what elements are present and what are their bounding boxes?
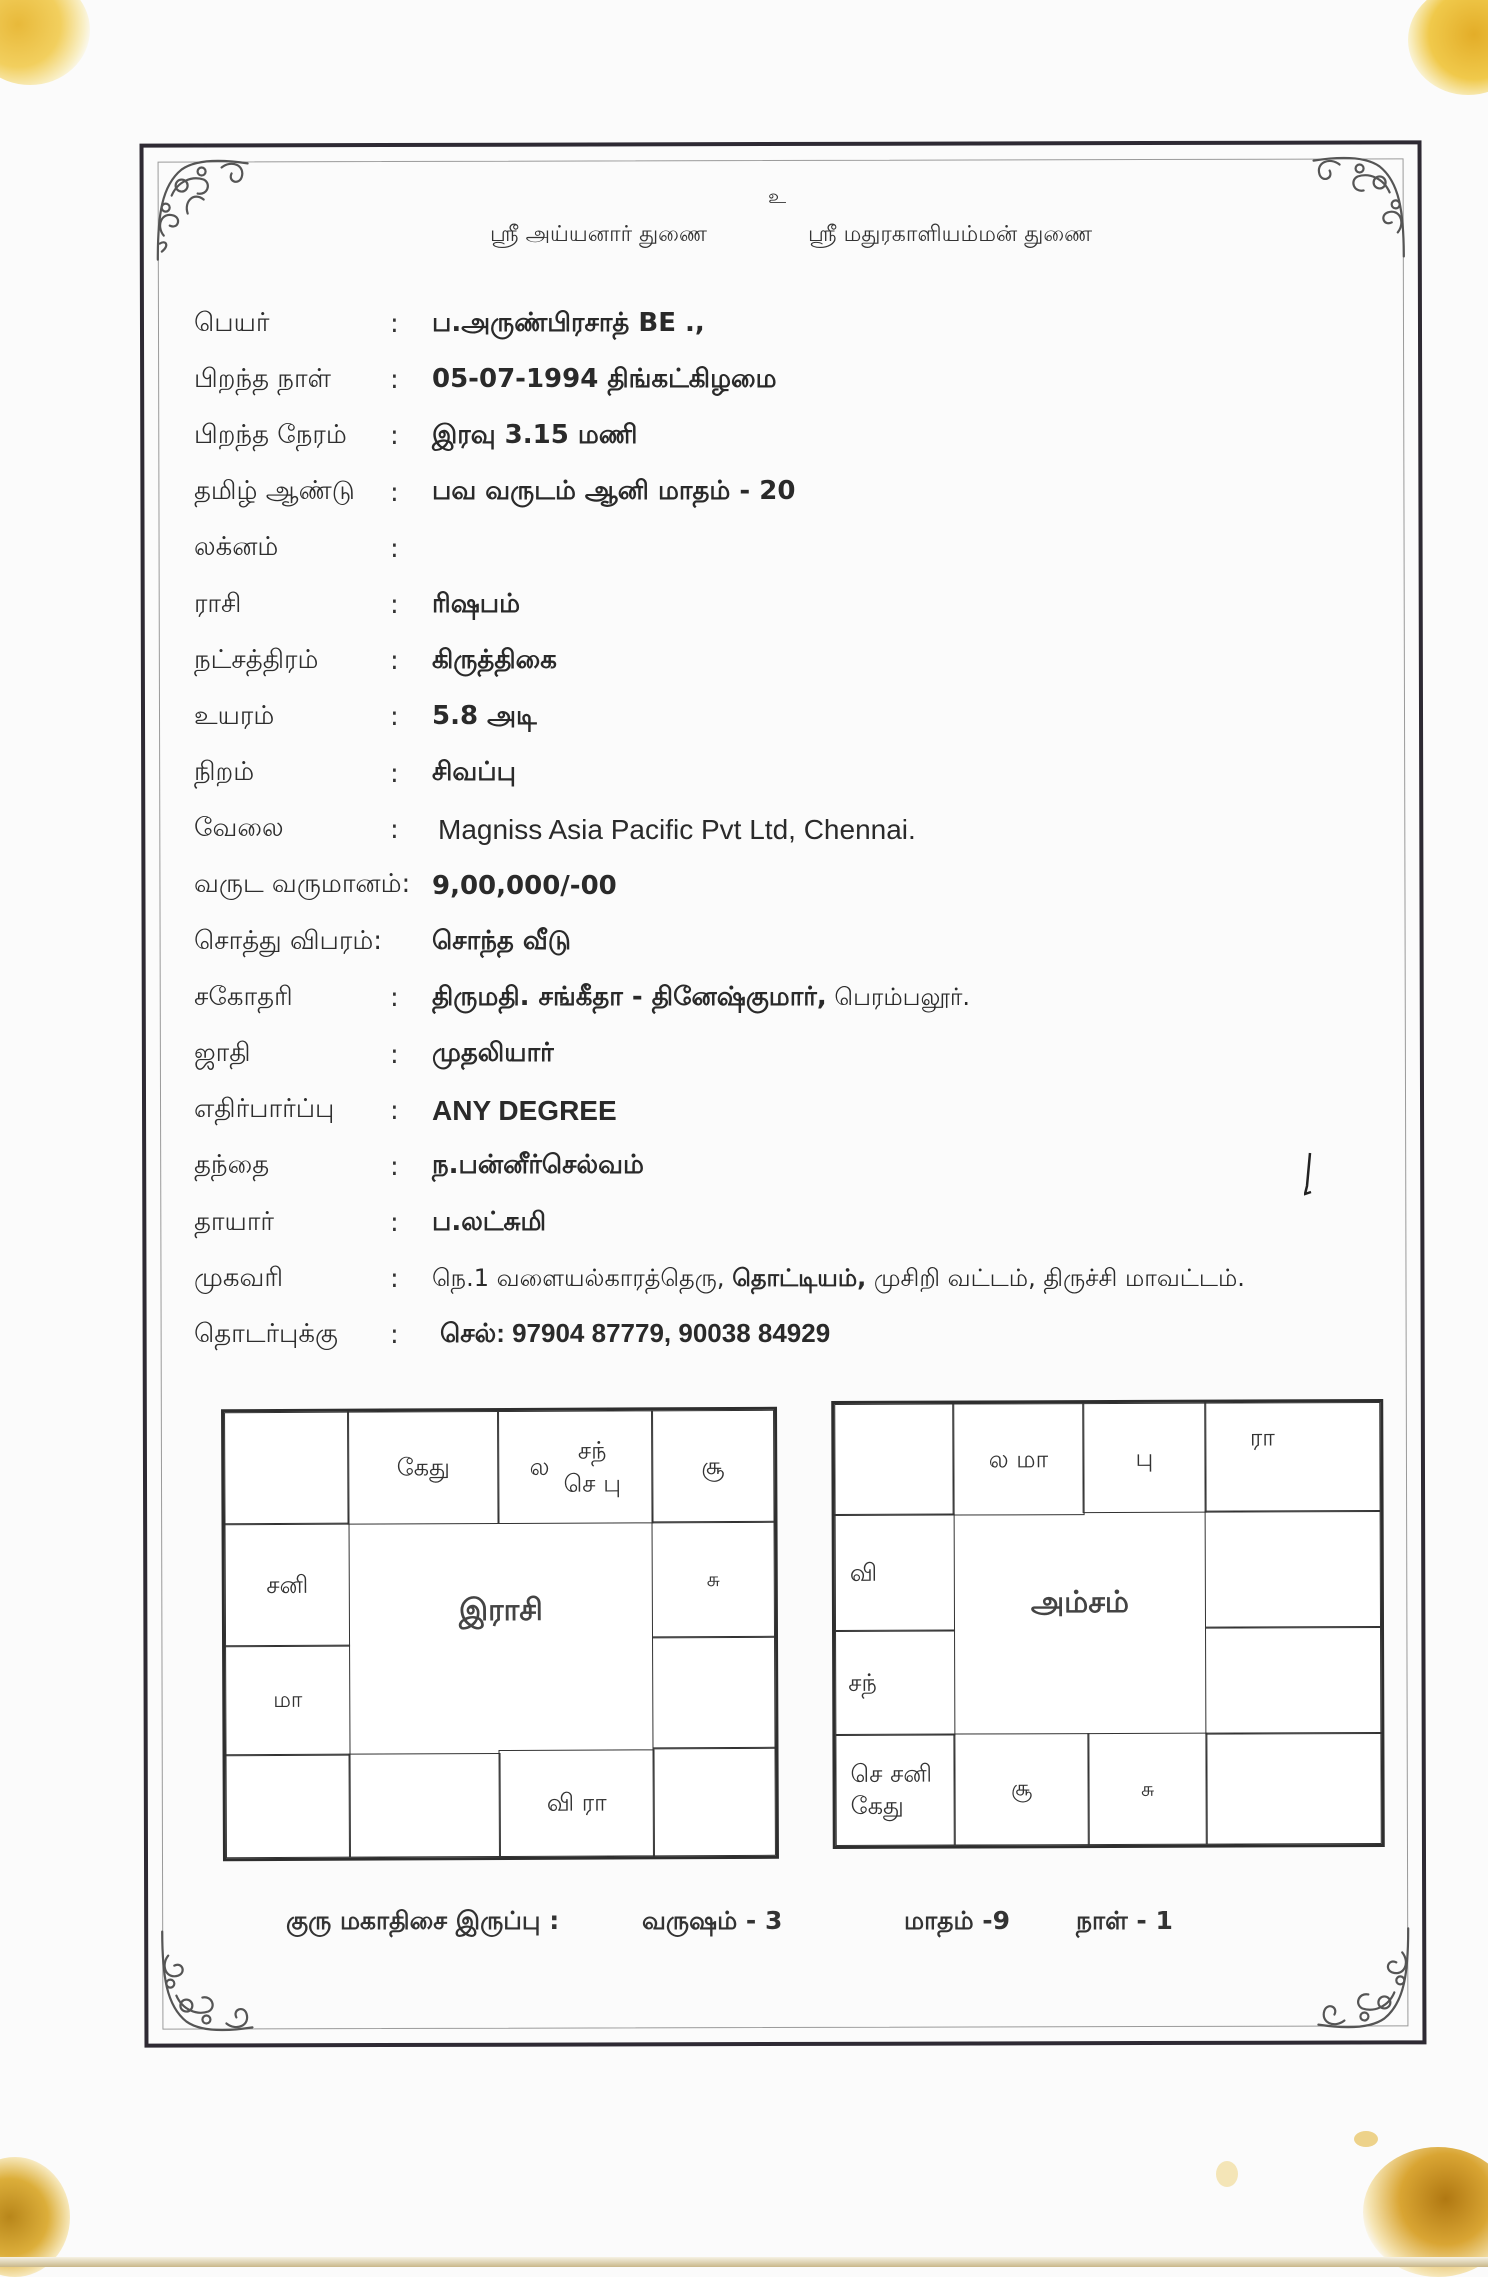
amsam-house-6 (1205, 1626, 1381, 1735)
planet-label: செ சனி (850, 1759, 933, 1788)
field-value: 05-07-1994 திங்கட்கிழமை (432, 363, 777, 394)
planet-label: சு (1141, 1776, 1155, 1801)
planet-label: சு (706, 1567, 720, 1592)
rasi-chart-title: இராசி (458, 1592, 543, 1628)
field-value: கிருத்திகை (432, 644, 557, 675)
field-value: சொந்த வீடு (432, 925, 571, 956)
amsam-house-5 (1205, 1510, 1381, 1629)
field-colon: : (390, 309, 399, 340)
field-label: தமிழ் ஆண்டு (194, 476, 355, 507)
dasa-months: மாதம் -9 (904, 1906, 1011, 1935)
planet-label: மா (273, 1687, 303, 1713)
rasi-house-5 (652, 1521, 776, 1639)
sister-town: பெரம்பலூர். (826, 982, 971, 1011)
field-colon: : (390, 421, 399, 452)
field-value: முதலியார் (432, 1038, 554, 1069)
field-colon: : (390, 1320, 399, 1351)
field-expectation (194, 1083, 1394, 1139)
field-lagnam (194, 521, 1394, 577)
field-value: 5.8 அடி (432, 700, 537, 731)
blessing-right: ஸ்ரீ மதுரகாளியம்மன் துணை (808, 222, 1093, 247)
rasi-house-11 (225, 1645, 350, 1757)
stain-top-left (0, 0, 90, 85)
field-colon: : (390, 814, 399, 845)
page-header-symbol: உ (768, 184, 787, 208)
field-label: பிறந்த நாள் (194, 363, 332, 394)
field-complexion (194, 746, 1394, 802)
field-annual-income (194, 858, 1394, 914)
field-label: உயரம் (194, 700, 275, 731)
stain-top-right (1408, 0, 1488, 95)
field-colon: : (390, 983, 399, 1014)
rasi-house-9 (349, 1753, 501, 1858)
rasi-house-8 (499, 1749, 655, 1857)
field-property (194, 914, 1394, 970)
field-colon: : (390, 533, 399, 564)
amsam-house-8 (1087, 1733, 1207, 1845)
field-label: வேலை (194, 813, 284, 844)
amsam-house-12 (835, 1514, 955, 1632)
planet-label: சூ (701, 1452, 725, 1481)
lagna-label: ல (529, 1453, 550, 1482)
field-nakshatra (194, 633, 1394, 689)
field-value: இரவு 3.15 மணி (432, 419, 638, 450)
address-village: தொட்டியம், (732, 1263, 867, 1292)
field-label: ஜாதி (194, 1038, 251, 1069)
field-height (194, 689, 1394, 745)
planet-label: ல மா (988, 1445, 1049, 1474)
address-district: முசிறி வட்டம், திருச்சி மாவட்டம். (866, 1263, 1245, 1292)
amsam-house-11 (835, 1630, 955, 1736)
profile-fields (194, 296, 1394, 1364)
rasi-house-3 (497, 1410, 653, 1524)
amsam-house-7 (1205, 1732, 1381, 1845)
dasa-days: நாள் - 1 (1076, 1906, 1173, 1935)
rasi-house-6 (652, 1636, 775, 1750)
field-birth-date (194, 352, 1394, 408)
field-colon: : (390, 477, 399, 508)
amsam-house-9 (953, 1733, 1089, 1845)
field-value: ப.லட்சுமி (432, 1206, 547, 1237)
field-job (194, 802, 1394, 858)
field-value: 9,00,000/-00 (432, 870, 617, 901)
field-colon: : (390, 590, 399, 621)
field-name (194, 296, 1394, 352)
rasi-house-2 (347, 1411, 499, 1525)
field-label: நிறம் (194, 757, 255, 788)
field-value (432, 982, 970, 1015)
dasa-label: குரு மகாதிசை இருப்பு : (286, 1906, 560, 1935)
planet-label: ரா (1249, 1423, 1275, 1452)
field-label: ராசி (194, 588, 242, 619)
field-label: தந்தை (194, 1150, 270, 1181)
field-label: சொத்து விபரம்: (194, 925, 383, 956)
rasi-house-1 (224, 1412, 349, 1526)
field-colon: : (390, 365, 399, 396)
field-contact (194, 1307, 1394, 1363)
corner-ornament-icon (1300, 152, 1410, 262)
field-colon: : (390, 646, 399, 677)
address-street: நெ.1 வளையல்காரத்தெரு, (432, 1263, 733, 1292)
field-colon: : (390, 1095, 399, 1126)
dasa-years: வருஷம் - 3 (642, 1906, 783, 1935)
planet-label: வி (849, 1558, 878, 1587)
amsam-house-4 (1204, 1402, 1380, 1513)
field-caste (194, 1026, 1394, 1082)
field-label: முகவரி (194, 1262, 284, 1293)
blessing-left: ஸ்ரீ அய்யனார் துணை (490, 222, 707, 247)
field-label: வருட வருமானம்: (194, 869, 411, 900)
planet-label: சந் (577, 1436, 607, 1465)
rasi-house-12 (225, 1523, 351, 1648)
field-value (432, 1264, 1245, 1295)
planet-label: சனி (266, 1570, 309, 1599)
field-colon: : (390, 1039, 399, 1070)
amsam-house-2 (952, 1403, 1084, 1515)
field-label: சகோதரி (194, 981, 293, 1012)
field-tamil-year (194, 465, 1394, 521)
corner-ornament-icon (1304, 1922, 1414, 2032)
field-birth-time (194, 408, 1394, 464)
pen-mark (1304, 1152, 1312, 1196)
amsam-chart-title: அம்சம் (1030, 1584, 1130, 1620)
paper-edge (0, 2257, 1488, 2267)
field-colon: : (390, 1264, 399, 1295)
field-value: ரிஷபம் (432, 588, 521, 619)
field-value: பவ வருடம் ஆனி மாதம் - 20 (432, 476, 796, 507)
field-label: நட்சத்திரம் (194, 644, 319, 675)
field-value: செல்: 97904 87779, 90038 84929 (440, 1318, 831, 1349)
rasi-house-7 (652, 1747, 775, 1857)
field-address (194, 1251, 1394, 1307)
planet-label: கேது (850, 1791, 904, 1820)
sister-name: திருமதி. சங்கீதா - தினேஷ்குமார், (432, 981, 827, 1012)
corner-ornament-icon (156, 1925, 266, 2035)
amsam-house-1 (834, 1404, 954, 1516)
field-sister (194, 970, 1394, 1026)
planet-label: பு (1135, 1443, 1154, 1472)
field-value: ந.பன்னீர்செல்வம் (432, 1150, 644, 1181)
amsam-chart (831, 1399, 1385, 1849)
field-label: தொடர்புக்கு (194, 1318, 338, 1349)
rasi-chart (221, 1407, 779, 1861)
field-label: லக்னம் (194, 532, 279, 563)
rasi-house-10 (226, 1754, 351, 1859)
amsam-house-10 (835, 1734, 955, 1846)
field-label: பெயர் (194, 307, 270, 338)
field-colon: : (390, 1208, 399, 1239)
stain-spot (1216, 2161, 1238, 2187)
field-father (194, 1139, 1394, 1195)
field-mother (194, 1195, 1394, 1251)
planet-label: செ பு (563, 1468, 622, 1498)
field-label: எதிர்பார்ப்பு (194, 1094, 335, 1125)
corner-ornament-icon (152, 155, 262, 265)
planet-label: சூ (1011, 1776, 1033, 1802)
field-value: சிவப்பு (432, 757, 516, 788)
field-colon: : (390, 702, 399, 733)
planet-label: கேது (396, 1453, 450, 1482)
field-label: தாயார் (194, 1206, 274, 1237)
field-value: ப.அருண்பிரசாத் BE ., (432, 307, 705, 338)
field-rasi (194, 577, 1394, 633)
field-label: பிறந்த நேரம் (194, 419, 347, 450)
planet-group (563, 1435, 621, 1500)
field-colon: : (390, 758, 399, 789)
amsam-house-3 (1082, 1403, 1206, 1513)
planet-label: வி ரா (546, 1788, 607, 1818)
field-value: ANY DEGREE (432, 1094, 617, 1126)
field-colon: : (390, 1151, 399, 1182)
stain-spot (1354, 2131, 1378, 2147)
field-value: Magniss Asia Pacific Pvt Ltd, Chennai. (438, 813, 916, 845)
rasi-house-4 (651, 1410, 774, 1524)
planet-label: சந் (848, 1668, 877, 1697)
